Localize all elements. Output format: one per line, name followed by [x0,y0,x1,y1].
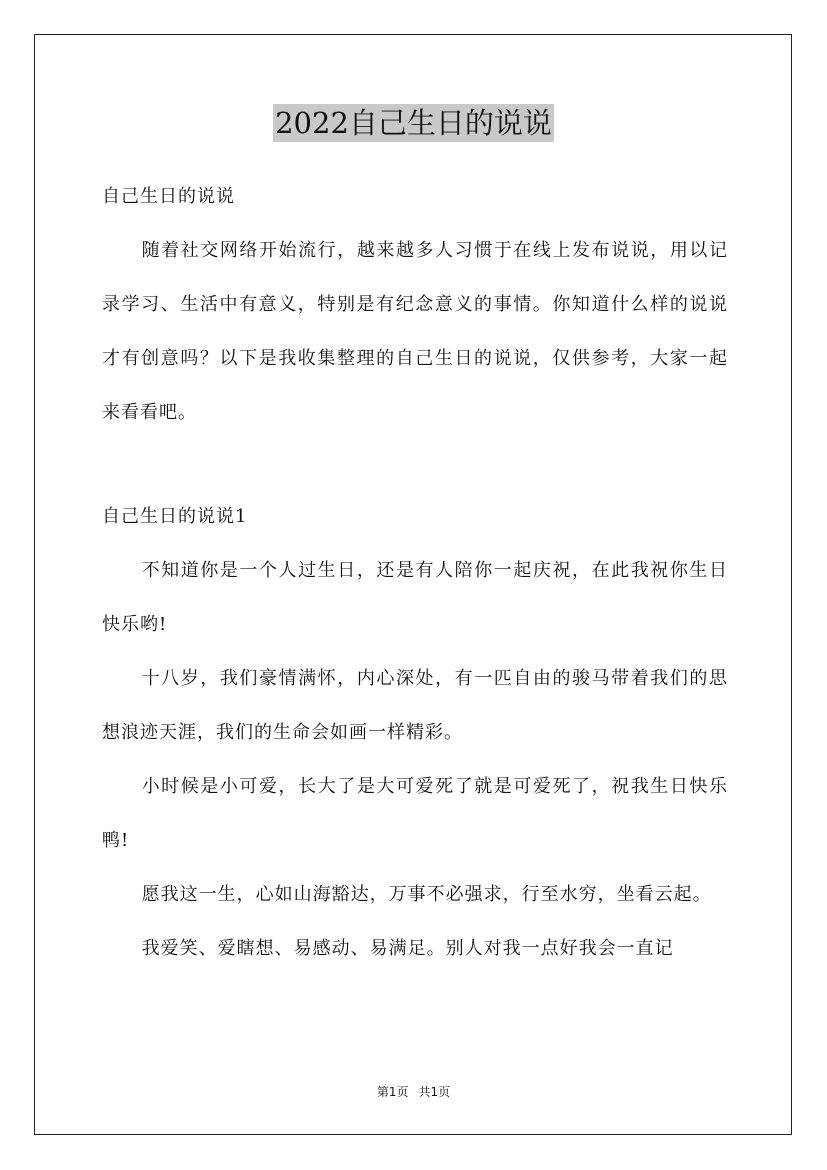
intro-paragraph: 随着社交网络开始流行，越来越多人习惯于在线上发布说说，用以记录学习、生活中有意义，特别是有纪念意义的事情。你知道什么样的说说才有创意吗？以下是我收集整理的自己生日的说说，仅供参考，大家一起来看看吧。 [102,240,728,423]
document-title: 2022自己生日的说说 [275,106,552,140]
body-paragraph: 不知道你是一个人过生日，还是有人陪你一起庆祝，在此我祝你生日快乐哟! [102,560,728,635]
page-total: 共1页 [418,1085,451,1099]
page-footer [0,1083,827,1100]
body-paragraph: 小时候是小可爱，长大了是大可爱死了就是可爱死了，祝我生日快乐鸭! [102,776,728,851]
page-number: 第1页 [376,1085,409,1099]
intro-heading: 自己生日的说说 [102,186,235,207]
document-body [102,170,728,976]
body-paragraph: 愿我这一生，心如山海豁达，万事不必强求，行至水穷，坐看云起。 [141,884,712,905]
section-spacer [102,440,728,490]
section-heading: 自己生日的说说1 [102,506,248,527]
title-container [0,104,827,142]
body-paragraph: 我爱笑、爱瞎想、易感动、易满足。别人对我一点好我会一直记 [141,938,674,959]
body-paragraph: 十八岁，我们豪情满怀，内心深处，有一匹自由的骏马带着我们的思想浪迹天涯，我们的生命会如画一样精彩。 [102,668,728,743]
